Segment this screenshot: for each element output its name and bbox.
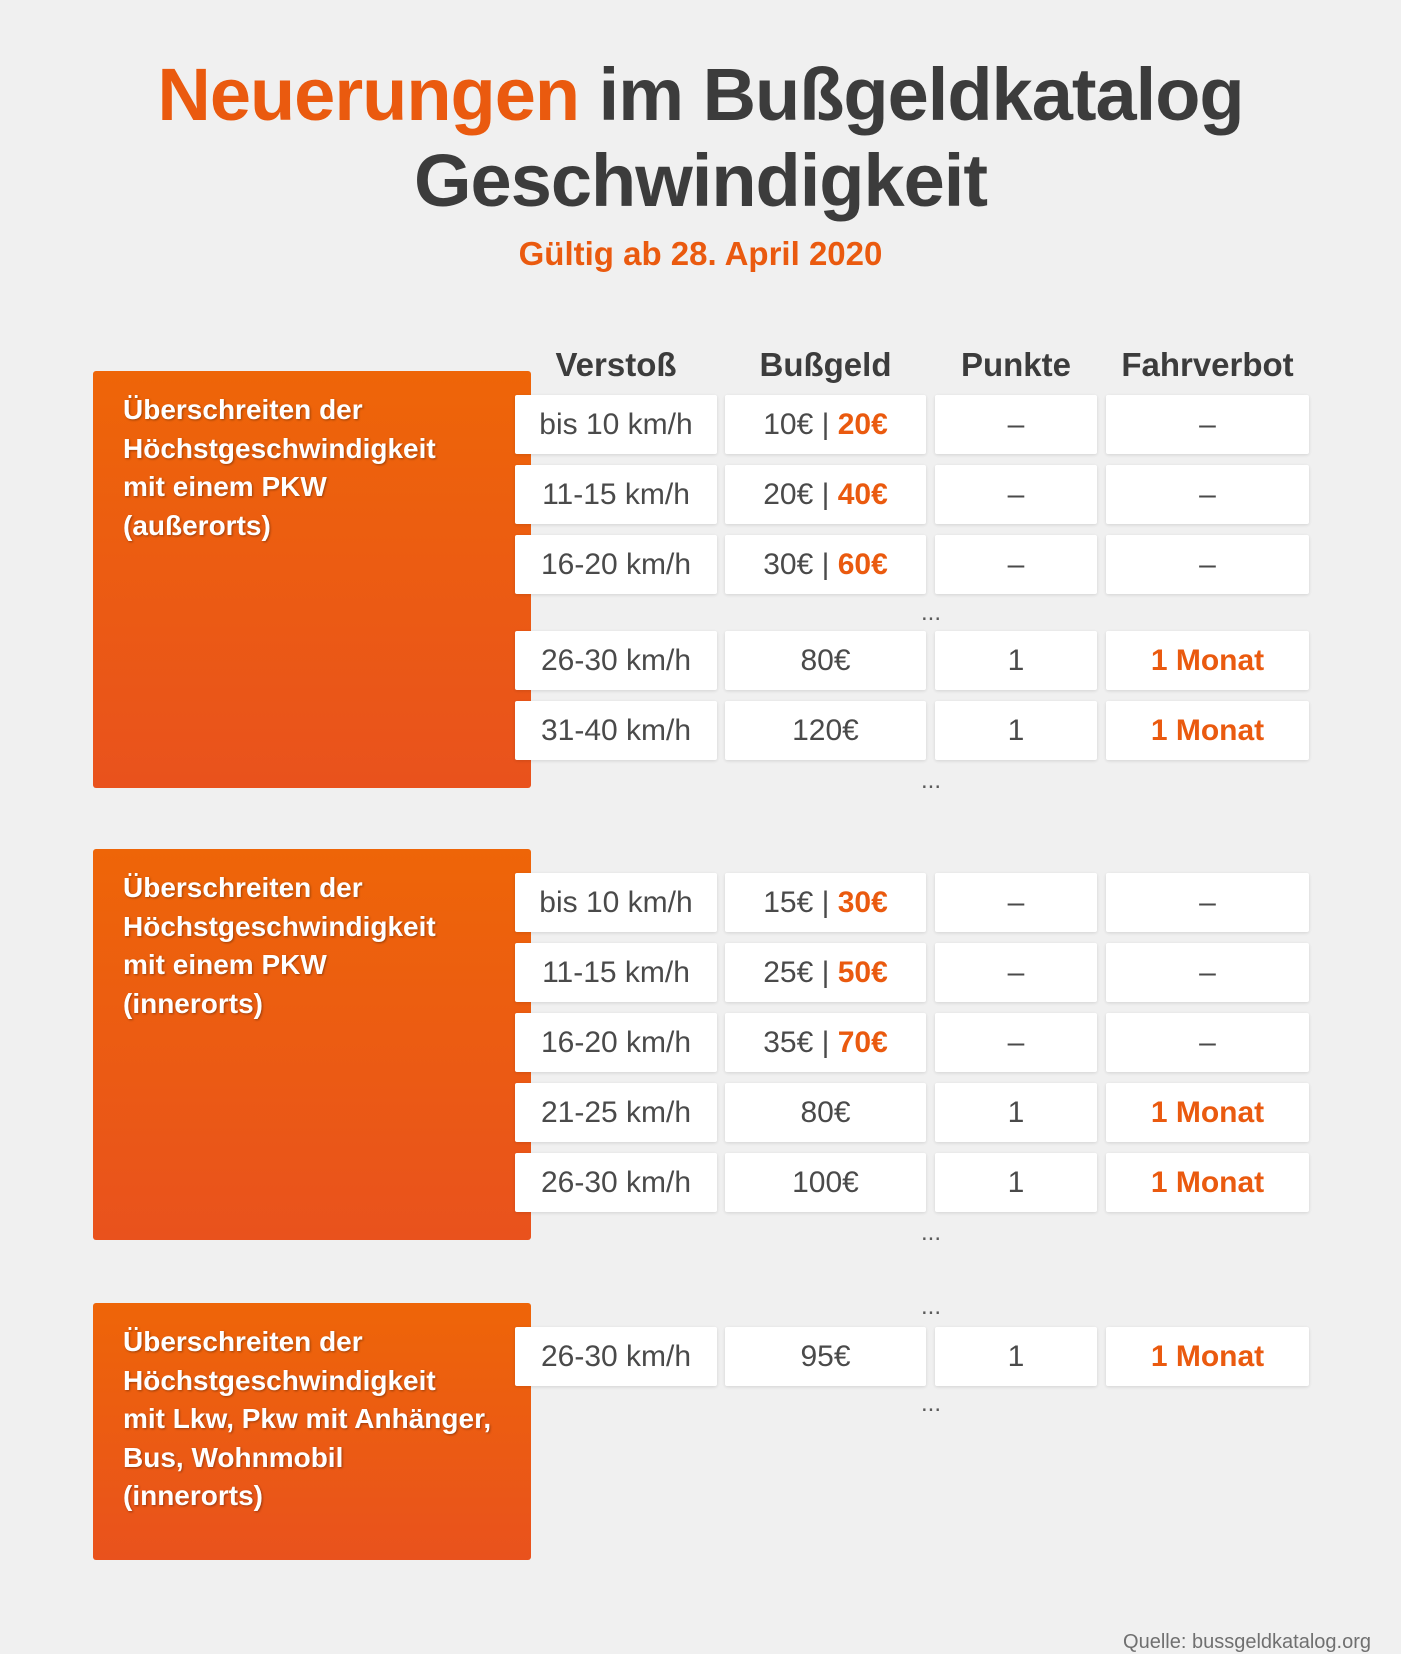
offense-cell: 11-15 km/h [515, 943, 717, 1002]
offense-cell: 21-25 km/h [515, 1083, 717, 1142]
page-subtitle: Gültig ab 28. April 2020 [518, 235, 883, 272]
fine-new: 70€ [837, 1026, 888, 1059]
points-cell: 1 [935, 701, 1097, 760]
fine-old: 80€ [800, 1096, 851, 1129]
ban-cell: – [1106, 535, 1309, 594]
ban-cell: – [1106, 1013, 1309, 1072]
fine-separator: | [813, 548, 838, 581]
fine-old: 10€ [763, 408, 814, 441]
ban-cell: 1 Monat [1106, 1153, 1309, 1212]
fine-old: 35€ [763, 1026, 814, 1059]
fine-new: 60€ [837, 548, 888, 581]
fine-cell [725, 1327, 926, 1386]
ban-cell: 1 Monat [1106, 1083, 1309, 1142]
fine-new: 20€ [837, 408, 888, 441]
fine-new: 40€ [837, 478, 888, 511]
offense-cell: 16-20 km/h [515, 535, 717, 594]
ban-cell: – [1106, 873, 1309, 932]
points-cell: – [935, 535, 1097, 594]
fine-new: 30€ [837, 886, 888, 919]
page-title-line2: Geschwindigkeit [413, 139, 988, 222]
ellipsis: ... [920, 1219, 941, 1246]
offense-cell: 16-20 km/h [515, 1013, 717, 1072]
ban-cell: – [1106, 943, 1309, 1002]
fine-separator: | [813, 478, 838, 511]
points-cell: – [935, 465, 1097, 524]
ban-cell: – [1106, 465, 1309, 524]
ellipsis: ... [920, 599, 941, 626]
fine-new: 50€ [837, 956, 888, 989]
fine-cell [725, 631, 926, 690]
fine-old: 95€ [800, 1340, 851, 1373]
points-cell: – [935, 873, 1097, 932]
fine-old: 30€ [763, 548, 814, 581]
column-header-offense: Verstoß [555, 346, 677, 383]
fine-cell [725, 1083, 926, 1142]
points-cell: 1 [935, 1083, 1097, 1142]
fine-separator: | [813, 886, 838, 919]
fine-old: 100€ [792, 1166, 859, 1199]
column-header-points: Punkte [960, 346, 1072, 383]
column-header-ban: Fahrverbot [1121, 346, 1294, 383]
section-label-pkw-ausserorts: Überschreiten der Höchstgeschwindigkeit mit einem PKW (außerorts) [93, 371, 531, 788]
fine-old: 120€ [792, 714, 859, 747]
fine-cell [725, 1013, 926, 1072]
fine-old: 25€ [763, 956, 814, 989]
fine-cell [725, 535, 926, 594]
fine-cell [725, 873, 926, 932]
offense-cell: 26-30 km/h [515, 1327, 717, 1386]
fine-cell [725, 465, 926, 524]
ellipsis: ... [920, 767, 941, 794]
column-header-fine: Bußgeld [759, 346, 892, 383]
ban-cell: – [1106, 395, 1309, 454]
fine-separator: | [813, 1026, 838, 1059]
offense-cell: 26-30 km/h [515, 1153, 717, 1212]
fine-separator: | [813, 956, 838, 989]
section-label-pkw-innerorts: Überschreiten der Höchstgeschwindigkeit mit einem PKW (innerorts) [93, 849, 531, 1240]
fine-separator: | [813, 408, 838, 441]
points-cell: – [935, 395, 1097, 454]
fine-old: 15€ [763, 886, 814, 919]
fine-old: 20€ [763, 478, 814, 511]
fine-cell [725, 943, 926, 1002]
fine-old: 80€ [800, 644, 851, 677]
ban-cell: 1 Monat [1106, 631, 1309, 690]
title-accent: Neuerungen [157, 53, 580, 136]
ellipsis: ... [920, 1390, 941, 1417]
page-title [0, 50, 1401, 140]
points-cell: – [935, 943, 1097, 1002]
fine-cell [725, 1153, 926, 1212]
fine-cell [725, 395, 926, 454]
offense-cell: bis 10 km/h [515, 395, 717, 454]
section-label-lkw-innerorts: Überschreiten der Höchstgeschwindigkeit mit Lkw, Pkw mit Anhänger, Bus, Wohnmobil (innerorts) [93, 1303, 531, 1560]
ban-cell: 1 Monat [1106, 701, 1309, 760]
points-cell: – [935, 1013, 1097, 1072]
points-cell: 1 [935, 631, 1097, 690]
points-cell: 1 [935, 1153, 1097, 1212]
offense-cell: bis 10 km/h [515, 873, 717, 932]
ban-cell: 1 Monat [1106, 1327, 1309, 1386]
ellipsis: ... [920, 1293, 941, 1320]
offense-cell: 11-15 km/h [515, 465, 717, 524]
source-credit: Quelle: bussgeldkatalog.org [1123, 1631, 1371, 1653]
offense-cell: 26-30 km/h [515, 631, 717, 690]
fine-cell [725, 701, 926, 760]
title-rest: im Bußgeldkatalog [579, 53, 1244, 136]
points-cell: 1 [935, 1327, 1097, 1386]
offense-cell: 31-40 km/h [515, 701, 717, 760]
